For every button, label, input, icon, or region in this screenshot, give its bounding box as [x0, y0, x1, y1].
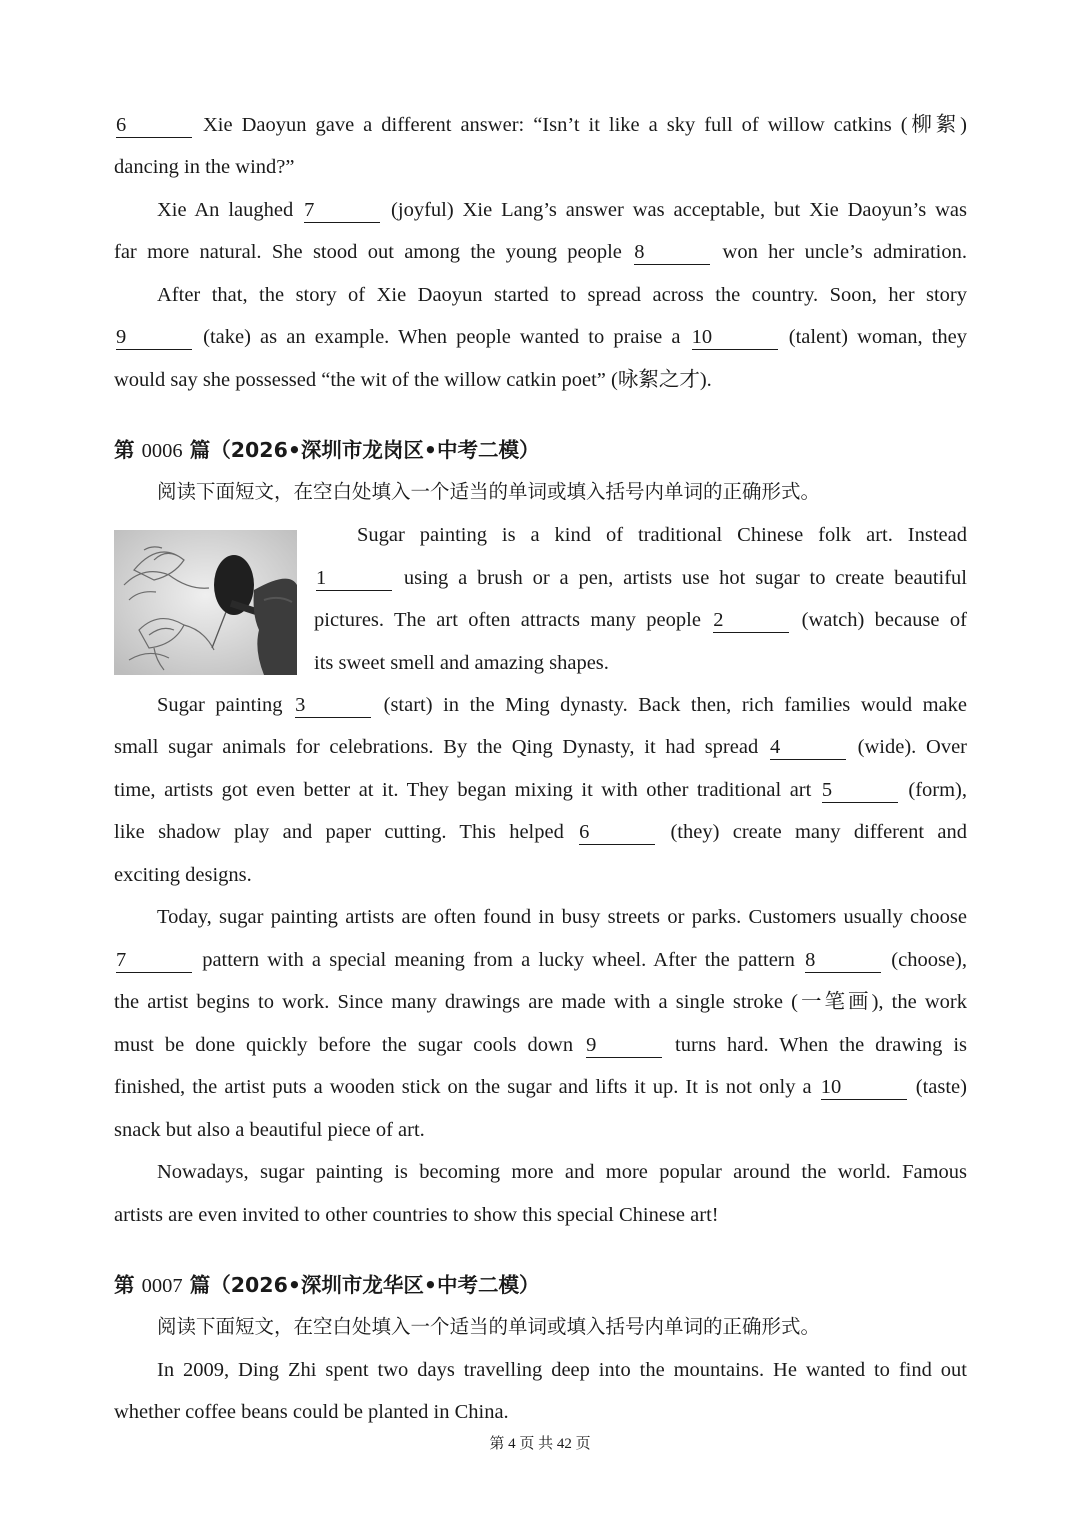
- sugar-painting-image: [114, 530, 297, 675]
- heading-number: 0006: [141, 440, 183, 462]
- p6-line-8: [114, 817, 967, 847]
- text-segment: Sugar painting is a kind of traditional Chinese folk art. Instead: [357, 524, 967, 546]
- text-segment: Sugar painting: [157, 694, 294, 716]
- prev-line-4: [114, 237, 967, 267]
- text-segment: Xie Daoyun gave a different answer: “Isn’t it like a sky full of willow catkins (柳絮): [194, 114, 967, 136]
- text-segment: (they) create many different and: [657, 821, 967, 843]
- prev-line-3: [157, 195, 967, 225]
- text-segment: In 2009, Ding Zhi spent two days travelling deep into the mountains. He wanted to find out: [157, 1359, 967, 1381]
- text-segment: its sweet smell and amazing shapes.: [314, 652, 609, 674]
- answer-blank-5: 5: [822, 778, 898, 803]
- text-segment: won her uncle’s admiration.: [712, 241, 967, 263]
- text-segment: would say she possessed “the wit of the willow catkin poet” (咏絮之才).: [114, 369, 712, 391]
- sugar-painting-drawing: [114, 530, 297, 675]
- heading-prefix: 第: [114, 438, 142, 462]
- text-segment: finished, the artist puts a wooden stick on the sugar and lifts it up. It is not only a: [114, 1076, 819, 1098]
- p6-line-13: [114, 1030, 967, 1060]
- answer-blank-7: 7: [116, 948, 192, 973]
- answer-blank-8: 8: [634, 240, 710, 265]
- footer-mid: 页 共: [515, 1436, 557, 1452]
- answer-blank-9: 9: [586, 1033, 662, 1058]
- text-segment: (taste): [908, 1076, 967, 1098]
- passage-0007-heading: [114, 1270, 540, 1301]
- heading-source: 篇（2026•深圳市龙岗区•中考二模）: [182, 438, 540, 462]
- text-segment: pictures. The art often attracts many people: [314, 609, 712, 631]
- answer-blank-9: 9: [116, 325, 192, 350]
- prev-line-1: [114, 110, 967, 140]
- answer-blank-10: 10: [692, 325, 778, 350]
- text-segment: (form),: [899, 779, 967, 801]
- footer-prefix: 第: [489, 1436, 509, 1452]
- answer-blank-6: 6: [579, 820, 655, 845]
- p6-line-17: [114, 1200, 967, 1230]
- text-segment: artists are even invited to other countries to show this special Chinese art!: [114, 1204, 719, 1226]
- answer-blank-4: 4: [770, 735, 846, 760]
- p6-line-16: [157, 1157, 967, 1187]
- p6-line-1: [357, 520, 967, 550]
- text-segment: (start) in the Ming dynasty. Back then, rich families would make: [373, 694, 967, 716]
- p6-line-15: [114, 1115, 967, 1145]
- text-segment: dancing in the wind?”: [114, 156, 295, 178]
- answer-blank-1: 1: [316, 566, 392, 591]
- text-segment: After that, the story of Xie Daoyun started to spread across the country. Soon, her story: [157, 284, 967, 306]
- p6-line-14: [114, 1072, 967, 1102]
- total-page-count: 42: [556, 1436, 572, 1452]
- answer-blank-2: 2: [713, 608, 789, 633]
- p7-line-1: [157, 1355, 967, 1385]
- p6-line-10: [157, 902, 967, 932]
- heading-source: 篇（2026•深圳市龙华区•中考二模）: [182, 1273, 540, 1297]
- p6-line-3: [314, 605, 967, 635]
- passage-0006-heading: [114, 435, 540, 466]
- passage-0007-instruction: 阅读下面短文，在空白处填入一个适当的单词或填入括号内单词的正确形式。: [157, 1315, 821, 1338]
- answer-blank-8: 8: [805, 948, 881, 973]
- text-segment: (joyful) Xie Lang’s answer was acceptable, but Xie Daoyun’s was: [382, 199, 967, 221]
- p6-line-6: [114, 732, 967, 762]
- prev-line-5: [157, 280, 967, 310]
- text-segment: (take) as an example. When people wanted to praise a: [194, 326, 690, 348]
- prev-line-7: [114, 365, 967, 395]
- text-segment: time, artists got even better at it. They began mixing it with other traditional art: [114, 779, 820, 801]
- answer-blank-3: 3: [295, 693, 371, 718]
- passage-0006-instruction: 阅读下面短文，在空白处填入一个适当的单词或填入括号内单词的正确形式。: [157, 480, 821, 503]
- p6-line-4: [314, 648, 967, 678]
- text-segment: snack but also a beautiful piece of art.: [114, 1119, 425, 1141]
- text-segment: turns hard. When the drawing is: [664, 1034, 967, 1056]
- page-footer: [0, 1433, 1080, 1455]
- text-segment: using a brush or a pen, artists use hot sugar to create beautiful: [394, 567, 967, 589]
- p6-line-5: [157, 690, 967, 720]
- p6-line-12: [114, 987, 967, 1017]
- text-segment: pattern with a special meaning from a lucky wheel. After the pattern: [194, 949, 804, 971]
- p6-line-7: [114, 775, 967, 805]
- text-segment: the artist begins to work. Since many drawings are made with a single stroke (一笔画), the work: [114, 991, 967, 1013]
- current-page-number: 4: [508, 1436, 516, 1452]
- p7-line-2: [114, 1397, 967, 1427]
- text-segment: whether coffee beans could be planted in China.: [114, 1401, 509, 1423]
- answer-blank-7: 7: [304, 198, 380, 223]
- text-segment: (wide). Over: [847, 736, 967, 758]
- text-segment: Today, sugar painting artists are often found in busy streets or parks. Customers usually choose: [157, 906, 967, 928]
- heading-number: 0007: [141, 1275, 183, 1297]
- p6-line-9: [114, 860, 967, 890]
- text-segment: (watch) because of: [791, 609, 967, 631]
- p6-line-2: [314, 563, 967, 593]
- text-segment: (choose),: [883, 949, 967, 971]
- prev-line-2: [114, 152, 967, 182]
- answer-blank-6: 6: [116, 113, 192, 138]
- text-segment: exciting designs.: [114, 864, 252, 886]
- footer-suffix: 页: [571, 1436, 591, 1452]
- p6-line-11: [114, 945, 967, 975]
- text-segment: like shadow play and paper cutting. This helped: [114, 821, 578, 843]
- prev-line-6: [114, 322, 967, 352]
- text-segment: far more natural. She stood out among the young people: [114, 241, 633, 263]
- answer-blank-10: 10: [821, 1075, 907, 1100]
- text-segment: Nowadays, sugar painting is becoming more and more popular around the world. Famous: [157, 1161, 967, 1183]
- text-segment: Xie An laughed: [157, 199, 303, 221]
- heading-prefix: 第: [114, 1273, 142, 1297]
- text-segment: must be done quickly before the sugar cools down: [114, 1034, 585, 1056]
- text-segment: (talent) woman, they: [779, 326, 967, 348]
- text-segment: small sugar animals for celebrations. By the Qing Dynasty, it had spread: [114, 736, 768, 758]
